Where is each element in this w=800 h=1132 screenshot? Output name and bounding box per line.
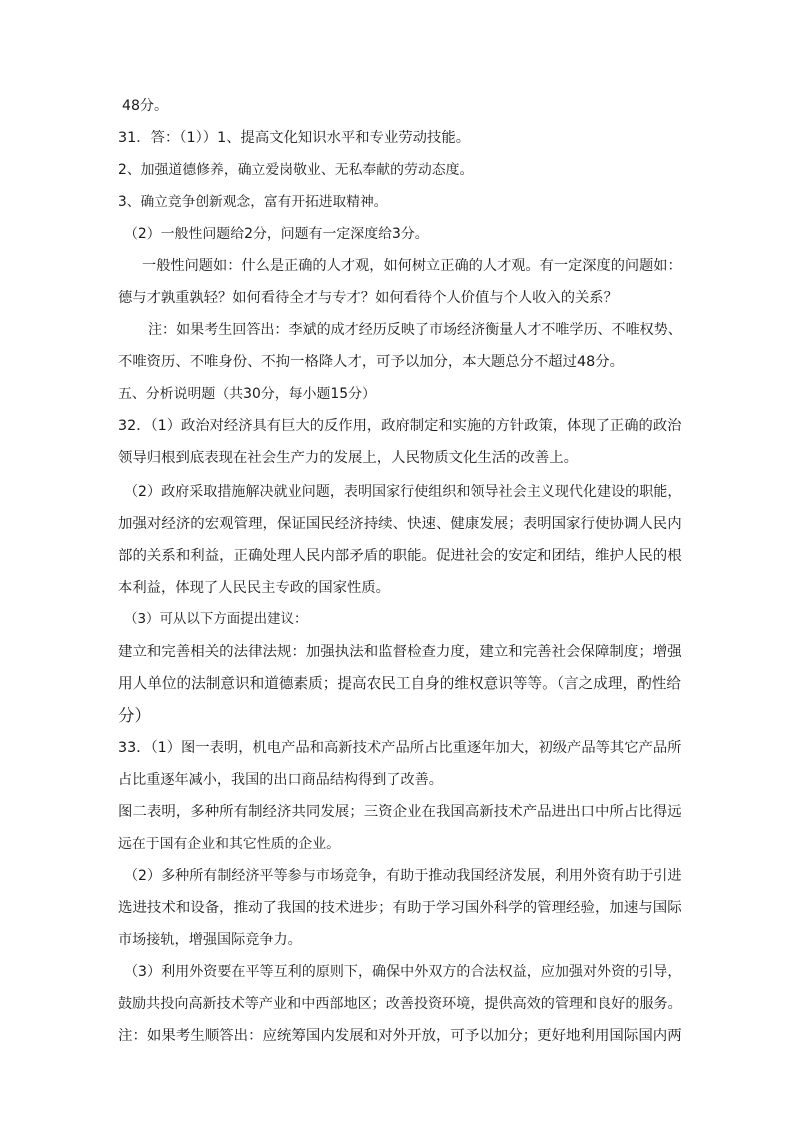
text-line: （2）一般性问题给2分，问题有一定深度给3分。	[124, 226, 429, 242]
text-line: 部的关系和利益，正确处理人民内部矛盾的职能。促进社会的安定和团结，维护人民的根	[118, 548, 682, 564]
text-line: 远在于国有企业和其它性质的企业。	[118, 836, 341, 852]
text-line: 建立和完善相关的法律法规：加强执法和监督检查力度，建立和完善社会保障制度；增强	[118, 644, 682, 660]
text-line: 德与才孰重孰轻？如何看待全才与专才？如何看待个人价值与个人收入的关系？	[118, 290, 618, 306]
text-line: 注：如果考生顺答出：应统筹国内发展和对外开放，可予以加分；更好地利用国际国内两	[118, 1028, 682, 1044]
text-line: （3）可从以下方面提出建议：	[124, 612, 308, 627]
text-line: （2）政府采取措施解决就业问题，表明国家行使组织和领导社会主义现代化建设的职能，	[124, 484, 682, 500]
text-line: 市场接轨，增强国际竞争力。	[118, 932, 302, 948]
text-line: 3、确立竞争创新观念，富有开拓进取精神。	[118, 194, 388, 210]
text-line: 选进技术和设备，推动了我国的技术进步；有助于学习国外科学的管理经验，加速与国际	[118, 900, 682, 916]
text-line: 鼓励共投向高新技术等产业和中西部地区；改善投资环境，提供高效的管理和良好的服务。	[118, 996, 682, 1012]
text-line: （2）多种所有制经济平等参与市场竞争，有助于推动我国经济发展，利用外资有助于引进	[124, 868, 682, 884]
text-line: 图二表明，多种所有制经济共同发展；三资企业在我国高新技术产品进出口中所占比得远	[118, 804, 682, 820]
text-line: 一般性问题如：什么是正确的人才观，如何树立正确的人才观。有一定深度的问题如：	[142, 258, 682, 274]
text-line: 33．（1）图一表明，机电产品和高新技术产品所占比重逐年加大，初级产品等其它产品所	[118, 740, 682, 756]
text-line: 领导归根到底表现在社会生产力的发展上，人民物质文化生活的改善上。	[118, 450, 578, 466]
text-line: 注：如果考生回答出：李斌的成才经历反映了市场经济衡量人才不唯学历、不唯权势、	[148, 322, 682, 338]
text-line: 加强对经济的宏观管理，保证国民经济持续、快速、健康发展；表明国家行使协调人民内	[118, 516, 682, 532]
text-line: 不唯资历、不唯身份、不拘一格降人才，可予以加分，本大题总分不超过48分。	[118, 354, 624, 370]
text-line: 48分。	[122, 98, 169, 114]
text-line: （3）利用外资要在平等互利的原则下，确保中外双方的合法权益，应加强对外资的引导，	[124, 964, 682, 980]
text-line: 本利益，体现了人民民主专政的国家性质。	[118, 580, 390, 596]
text-line: 分）	[118, 706, 151, 725]
text-line: 32．（1）政治对经济具有巨大的反作用，政府制定和实施的方针政策，体现了正确的政治	[118, 418, 682, 434]
text-line: 用人单位的法制意识和道德素质；提高农民工自身的维权意识等等。（言之成理，酌性给	[118, 675, 682, 692]
text-line: 31．答：（1））1、提高文化知识水平和专业劳动技能。	[118, 130, 471, 146]
text-line: 2、加强道德修养，确立爱岗敬业、无私奉献的劳动态度。	[118, 162, 474, 178]
section-heading: 五、分析说明题（共30分，每小题15分）	[118, 386, 376, 402]
text-line: 占比重逐年减小，我国的出口商品结构得到了改善。	[118, 772, 443, 788]
